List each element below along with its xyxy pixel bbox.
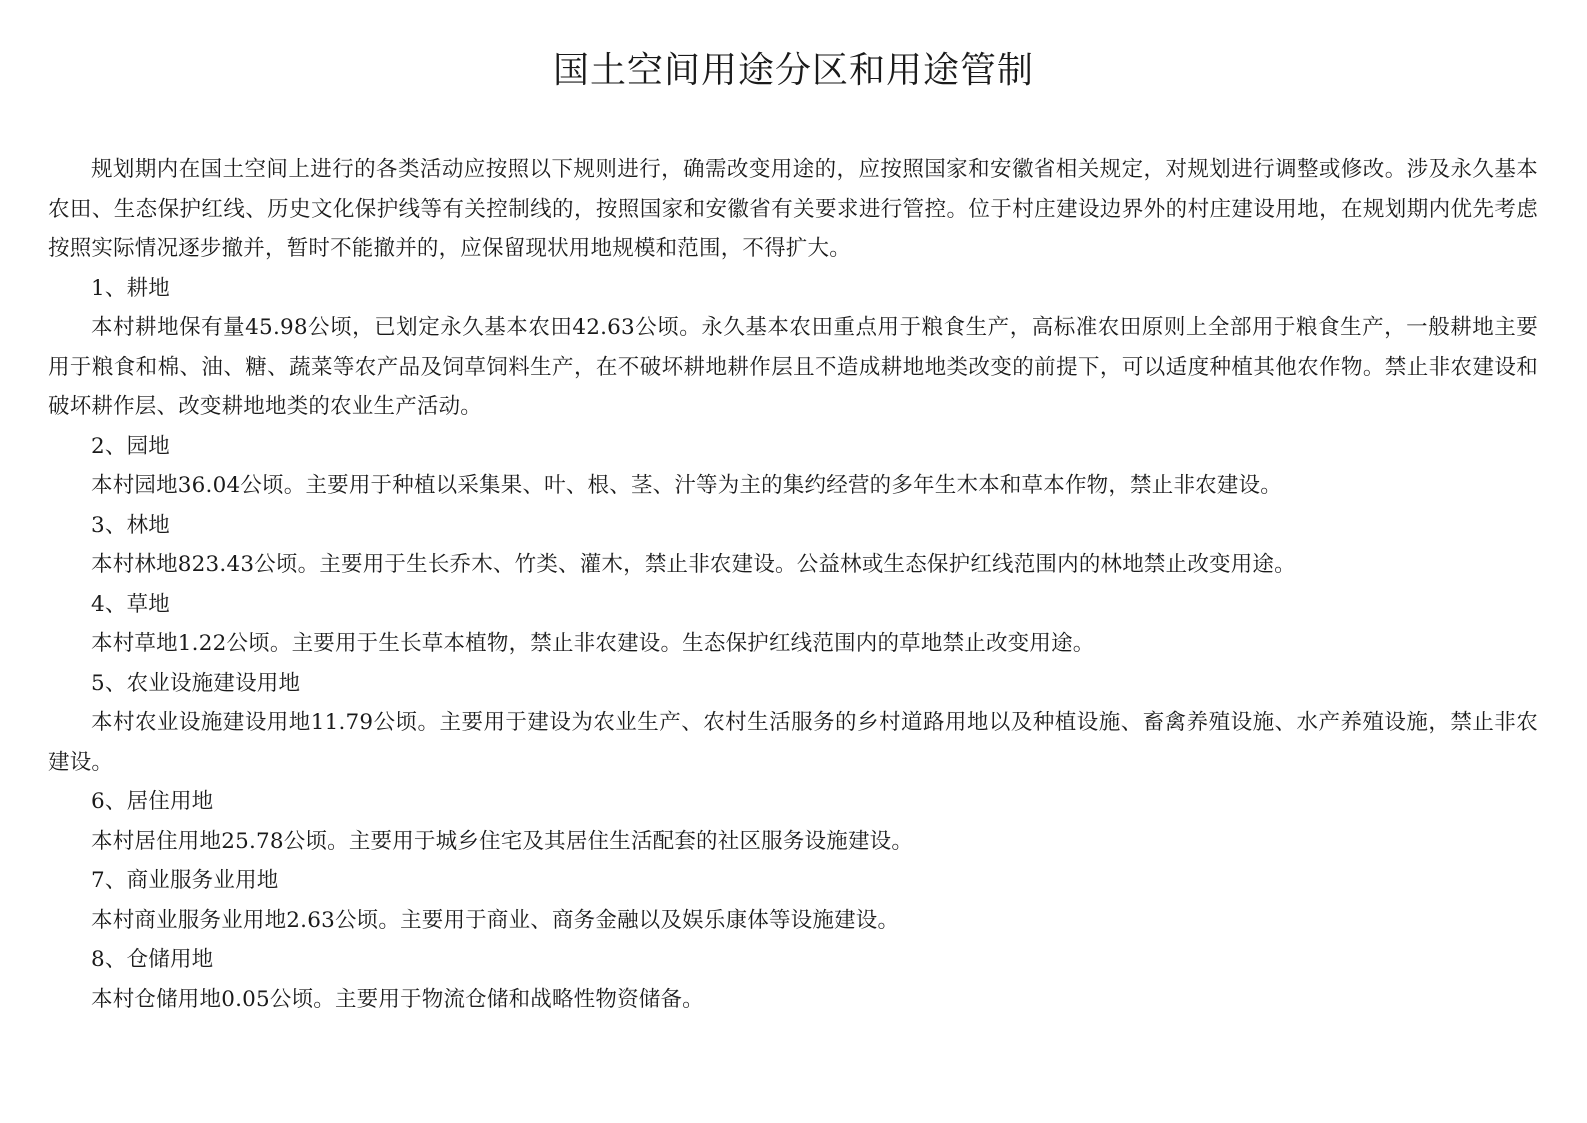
- section-body-storage-land: 本村仓储用地0.05公顷。主要用于物流仓储和战略性物资储备。: [91, 986, 704, 1012]
- section-heading-forest-land: 3、林地: [91, 512, 170, 538]
- section-body-agri-facility-land: 本村农业设施建设用地11.79公顷。主要用于建设为农业生产、农村生活服务的乡村道路用地以及种植设施、畜禽养殖设施、水产养殖设施，禁止非农建设。: [48, 710, 1538, 775]
- section-body-residential-land: 本村居住用地25.78公顷。主要用于城乡住宅及其居住生活配套的社区服务设施建设。: [91, 828, 914, 854]
- section-heading-cultivated-land: 1、耕地: [91, 275, 170, 301]
- section-body-forest-land: 本村林地823.43公顷。主要用于生长乔木、竹类、灌木，禁止非农建设。公益林或生态保护红线范围内的林地禁止改变用途。: [91, 552, 1296, 577]
- section-body-garden-land: 本村园地36.04公顷。主要用于种植以采集果、叶、根、茎、汁等为主的集约经营的多年生木本和草本作物，禁止非农建设。: [91, 473, 1282, 498]
- section-heading-residential-land: 6、居住用地: [91, 789, 214, 814]
- section-heading-storage-land: 8、仓储用地: [91, 947, 214, 972]
- section-body-grassland: 本村草地1.22公顷。主要用于生长草本植物，禁止非农建设。生态保护红线范围内的草地禁止改变用途。: [91, 631, 1095, 656]
- section-body-commercial-land: 本村商业服务业用地2.63公顷。主要用于商业、商务金融以及娱乐康体等设施建设。: [91, 907, 900, 933]
- intro-paragraph: 规划期内在国土空间上进行的各类活动应按照以下规则进行，确需改变用途的，应按照国家和安徽省相关规定，对规划进行调整或修改。涉及永久基本农田、生态保护红线、历史文化保护线等有关控制线的，按照国家和安徽省有关要求进行管控。位于村庄建设边界外的村庄建设用地，在规划期内优先考虑按照实际情况逐步撤并，暂时不能撤并的，应保留现状用地规模和范围，不得扩大。: [48, 157, 1538, 261]
- section-heading-agri-facility-land: 5、农业设施建设用地: [91, 670, 301, 696]
- section-heading-grassland: 4、草地: [91, 591, 170, 617]
- section-body-cultivated-land: 本村耕地保有量45.98公顷，已划定永久基本农田42.63公顷。永久基本农田重点用于粮食生产，高标准农田原则上全部用于粮食生产，一般耕地主要用于粮食和棉、油、糖、蔬菜等农产品及饲草饲料生产，在不破坏耕地耕作层且不造成耕地地类改变的前提下，可以适度种植其他农作物。禁止非农建设和破坏耕作层、改变耕地地类的农业生产活动。: [48, 315, 1538, 419]
- document-body: [48, 150, 1538, 1019]
- page-title: 国土空间用途分区和用途管制: [552, 50, 1034, 91]
- section-heading-commercial-land: 7、商业服务业用地: [91, 868, 279, 893]
- section-heading-garden-land: 2、园地: [91, 433, 170, 459]
